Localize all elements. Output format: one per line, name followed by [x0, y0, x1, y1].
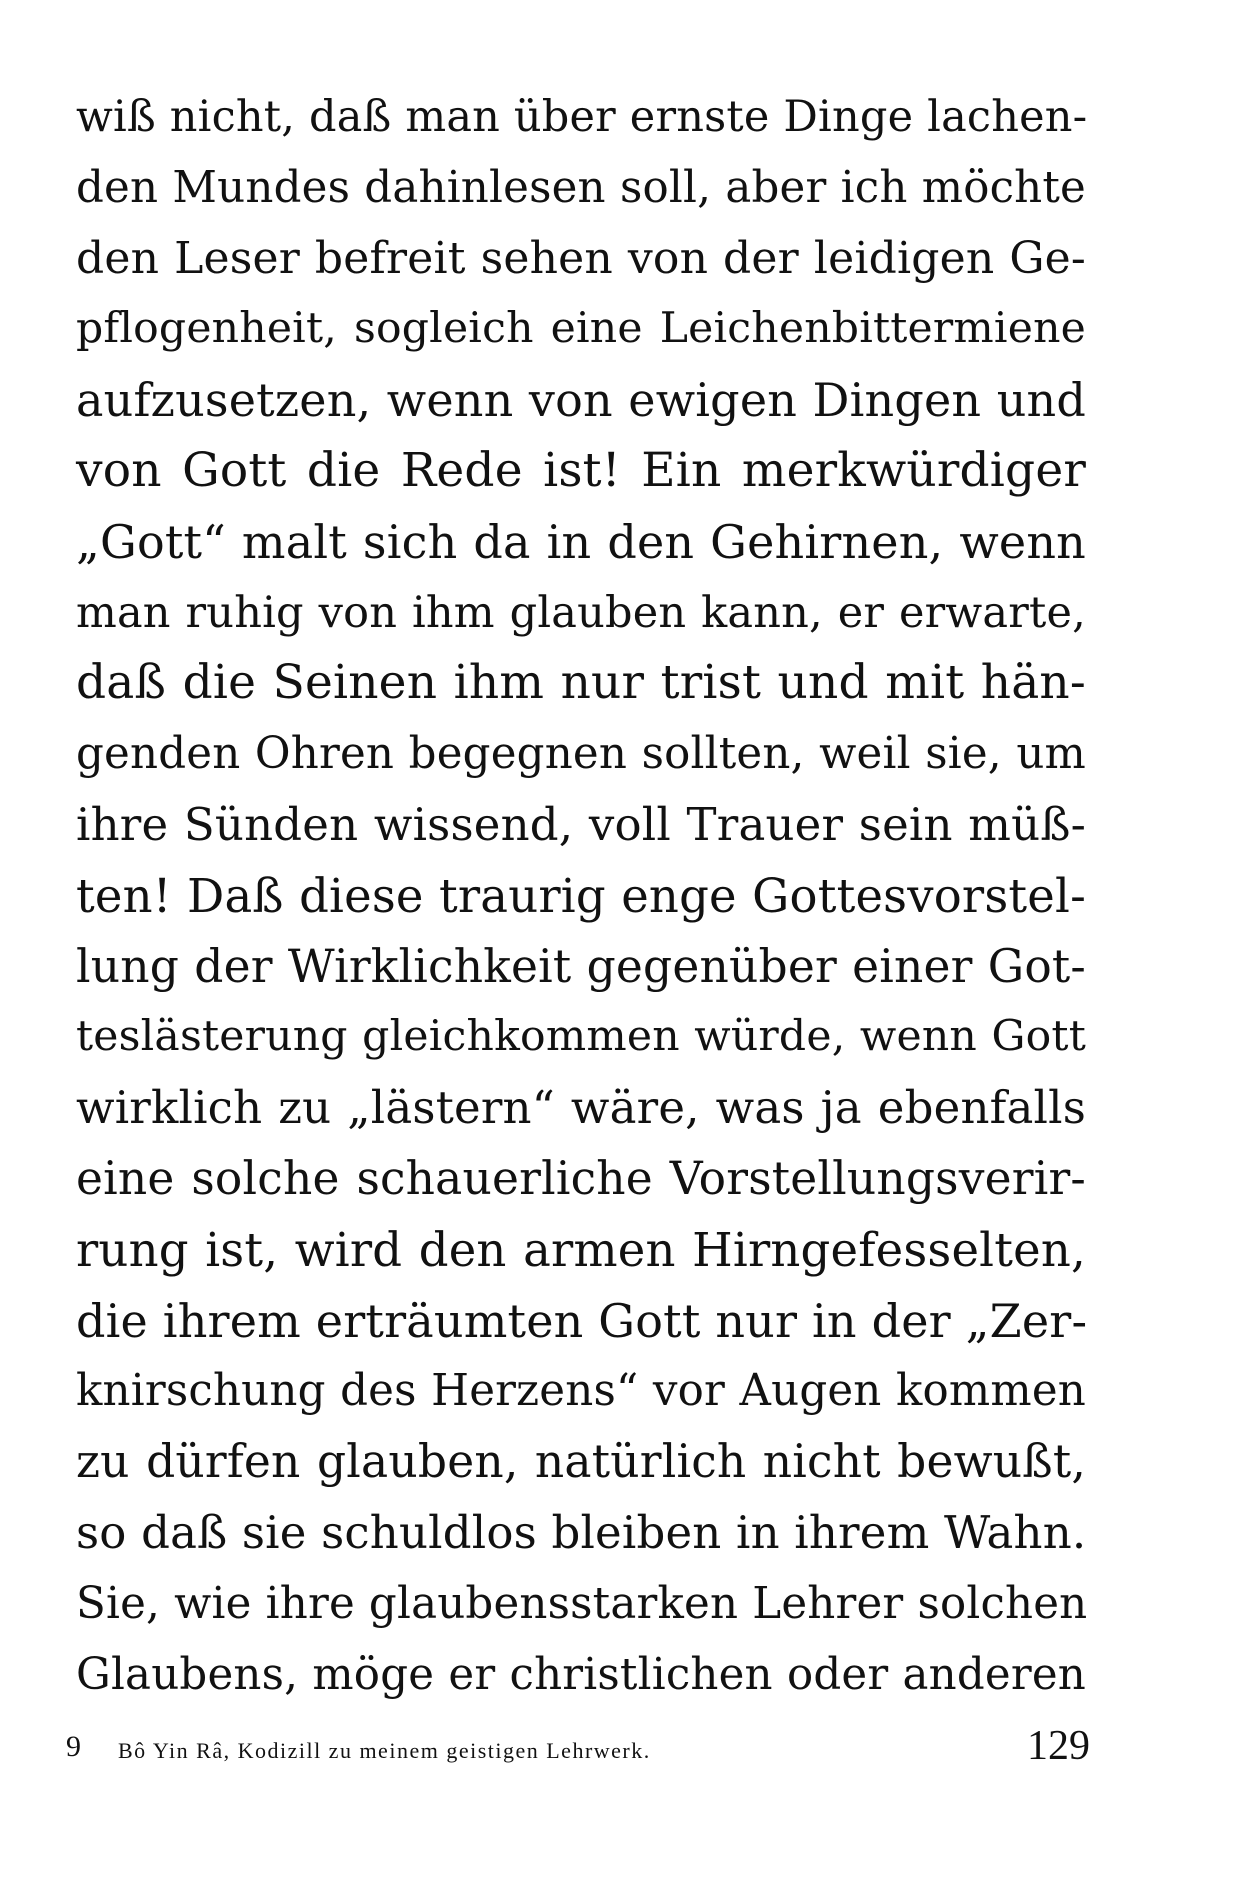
text-line: zu dürfen glauben, natürlich nicht bewußt,	[76, 1435, 1086, 1489]
text-line: wirklich zu „lästern“ wäre, was ja ebenfalls	[76, 1081, 1086, 1135]
body-text	[76, 82, 1086, 1710]
text-line: aufzusetzen, wenn von ewigen Dingen und	[76, 373, 1086, 428]
text-line: „Gott“ malt sich da in den Gehirnen, wenn	[76, 514, 1086, 569]
text-line: von Gott die Rede ist! Ein merkwürdiger	[76, 442, 1086, 498]
running-title: Bô Yin Râ, Kodizill zu meinem geistigen Lehrwerk.	[118, 1738, 651, 1763]
text-line: knirschung des Herzens“ vor Augen kommen	[76, 1366, 1086, 1417]
page-footer	[66, 1722, 1090, 1782]
text-line: teslästerung gleichkommen würde, wenn Gott	[76, 1012, 1086, 1062]
text-line: daß die Seinen ihm nur trist und mit hän-	[76, 655, 1086, 711]
text-line: ten! Daß diese traurig enge Gottesvorstel-	[76, 868, 1086, 923]
text-line: rung ist, wird den armen Hirngefesselten,	[76, 1222, 1086, 1277]
text-line: Glaubens, möge er christlichen oder anderen	[76, 1649, 1086, 1700]
text-line: den Leser befreit sehen von der leidigen Ge-	[76, 232, 1086, 284]
page-number: 129	[1027, 1723, 1090, 1769]
text-line: die ihrem erträumten Gott nur in der „Zer-	[76, 1293, 1088, 1348]
text-line: den Mundes dahinlesen soll, aber ich möchte	[76, 162, 1086, 213]
text-line: so daß sie schuldlos bleiben in ihrem Wahn.	[76, 1505, 1087, 1559]
signature-mark: 9	[66, 1730, 81, 1763]
text-line: man ruhig von ihm glauben kann, er erwarte,	[76, 587, 1086, 638]
text-line: wiß nicht, daß man über ernste Dinge lachen-	[76, 92, 1088, 142]
text-line: Sie, wie ihre glaubensstarken Lehrer solchen	[76, 1578, 1088, 1629]
text-line: pflogenheit, sogleich eine Leichenbittermiene	[76, 304, 1086, 354]
text-line: eine solche schauerliche Vorstellungsverir-	[76, 1151, 1086, 1205]
text-line: lung der Wirklichkeit gegenüber einer Got-	[76, 939, 1086, 993]
text-line: genden Ohren begegnen sollten, weil sie, um	[76, 729, 1086, 780]
text-line: ihre Sünden wissend, voll Trauer sein müß-	[76, 797, 1086, 851]
